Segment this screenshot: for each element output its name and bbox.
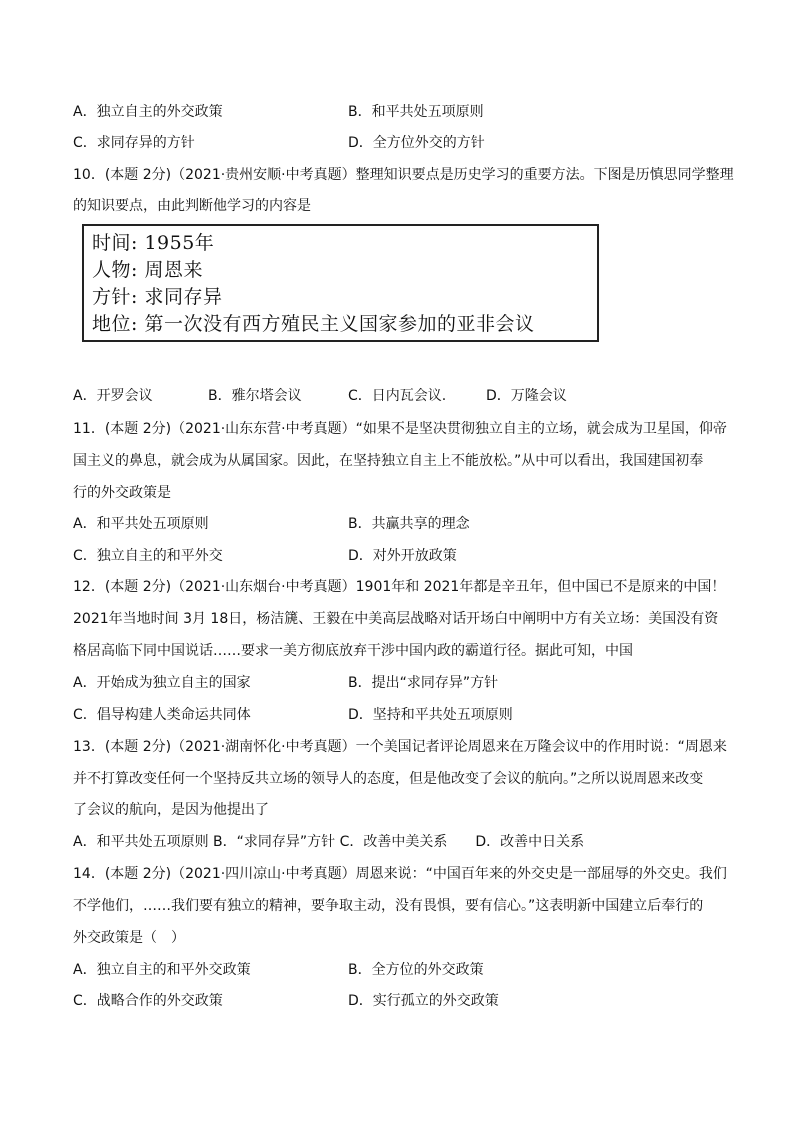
q11-option-d: D．对外开放政策 xyxy=(348,548,457,564)
q9-option-b: B．和平共处五项原则 xyxy=(348,104,484,120)
q14-stem-line-2: 不学他们，……我们要有独立的精神，要争取主动，没有畏惧，要有信心。”这表明新中国建立后奉行的 xyxy=(73,898,704,914)
q12-option-b: B．提出“求同存异”方针 xyxy=(348,675,499,691)
q14-stem-line-3: 外交政策是（ ） xyxy=(73,930,185,946)
q14-option-b: B．全方位的外交政策 xyxy=(348,962,484,978)
q10-option-b: B．雅尔塔会议 xyxy=(208,388,302,404)
q9-option-c: C．求同存异的方针 xyxy=(73,135,195,151)
q14-option-a: A．独立自主的和平外交政策 xyxy=(73,962,251,978)
q11-option-c: C．独立自主的和平外交 xyxy=(73,548,223,564)
q9-option-d: D．全方位外交的方针 xyxy=(348,135,485,151)
q14-stem-line-1: 14．(本题 2分)（2021·四川凉山·中考真题）周恩来说：“中国百年来的外交史是一部屈辱的外交史。我们 xyxy=(73,866,727,882)
q12-stem-line-2: 2021年当地时间 3月 18日，杨洁篪、王毅在中美高层战略对话开场白中阐明中方有关立场：美国没有资 xyxy=(73,611,719,627)
q12-option-a: A．开始成为独立自主的国家 xyxy=(73,675,251,691)
q10-stem-line-2: 的知识要点，由此判断他学习的内容是 xyxy=(73,198,311,214)
q12-option-d: D．坚持和平共处五项原则 xyxy=(348,707,513,723)
q11-stem-line-3: 行的外交政策是 xyxy=(73,485,171,501)
q12-stem-line-1: 12．(本题 2分)（2021·山东烟台·中考真题）1901年和 2021年都是辛丑年，但中国已不是原来的中国！ xyxy=(73,579,726,595)
q10-option-d: D．万隆会议 xyxy=(486,388,567,404)
q13-stem-line-3: 了会议的航向，是因为他提出了 xyxy=(73,802,269,818)
q12-stem-line-3: 格居高临下同中国说话……要求一美方彻底放弃干涉中国内政的霸道行径。据此可知，中国 xyxy=(73,643,633,659)
q13-stem-line-2: 并不打算改变任何一个坚持反共立场的领导人的态度，但是他改变了会议的航向。”之所以说周恩来改变 xyxy=(73,771,704,787)
q14-option-c: C．战略合作的外交政策 xyxy=(73,993,223,1009)
q9-option-a: A．独立自主的外交政策 xyxy=(73,104,223,120)
box-row-status: 地位: 第一次没有西方殖民主义国家参加的亚非会议 xyxy=(92,313,535,335)
box-row-time: 时间: 1955年 xyxy=(92,232,215,254)
q11-stem-line-2: 国主义的鼻息，就会成为从属国家。因此，在坚持独立自主上不能放松。”从中可以看出，我国建国初奉 xyxy=(73,453,704,469)
q12-option-c: C．倡导构建人类命运共同体 xyxy=(73,707,251,723)
q10-option-c: C．日内瓦会议. xyxy=(348,388,447,404)
q11-option-a: A．和平共处五项原则 xyxy=(73,516,209,532)
q10-stem-line-1: 10．(本题 2分)（2021·贵州安顺·中考真题）整理知识要点是历史学习的重要方法。下图是历慎思同学整理 xyxy=(73,167,734,183)
q14-option-d: D．实行孤立的外交政策 xyxy=(348,993,499,1009)
q11-option-b: B．共赢共享的理念 xyxy=(348,516,470,532)
q13-options: A．和平共处五项原则 B．“求同存异”方针 C．改善中美关系 D．改善中日关系 xyxy=(73,834,585,850)
box-row-person: 人物: 周恩来 xyxy=(92,259,203,281)
q10-knowledge-box xyxy=(82,224,599,342)
q11-stem-line-1: 11．(本题 2分)（2021·山东东营·中考真题）“如果不是坚决贯彻独立自主的立场，就会成为卫星国，仰帝 xyxy=(73,421,727,437)
q10-option-a: A．开罗会议 xyxy=(73,388,153,404)
box-row-policy: 方针: 求同存异 xyxy=(92,286,223,308)
q13-stem-line-1: 13．(本题 2分)（2021·湖南怀化·中考真题）一个美国记者评论周恩来在万隆会议中的作用时说：“周恩来 xyxy=(73,739,727,755)
